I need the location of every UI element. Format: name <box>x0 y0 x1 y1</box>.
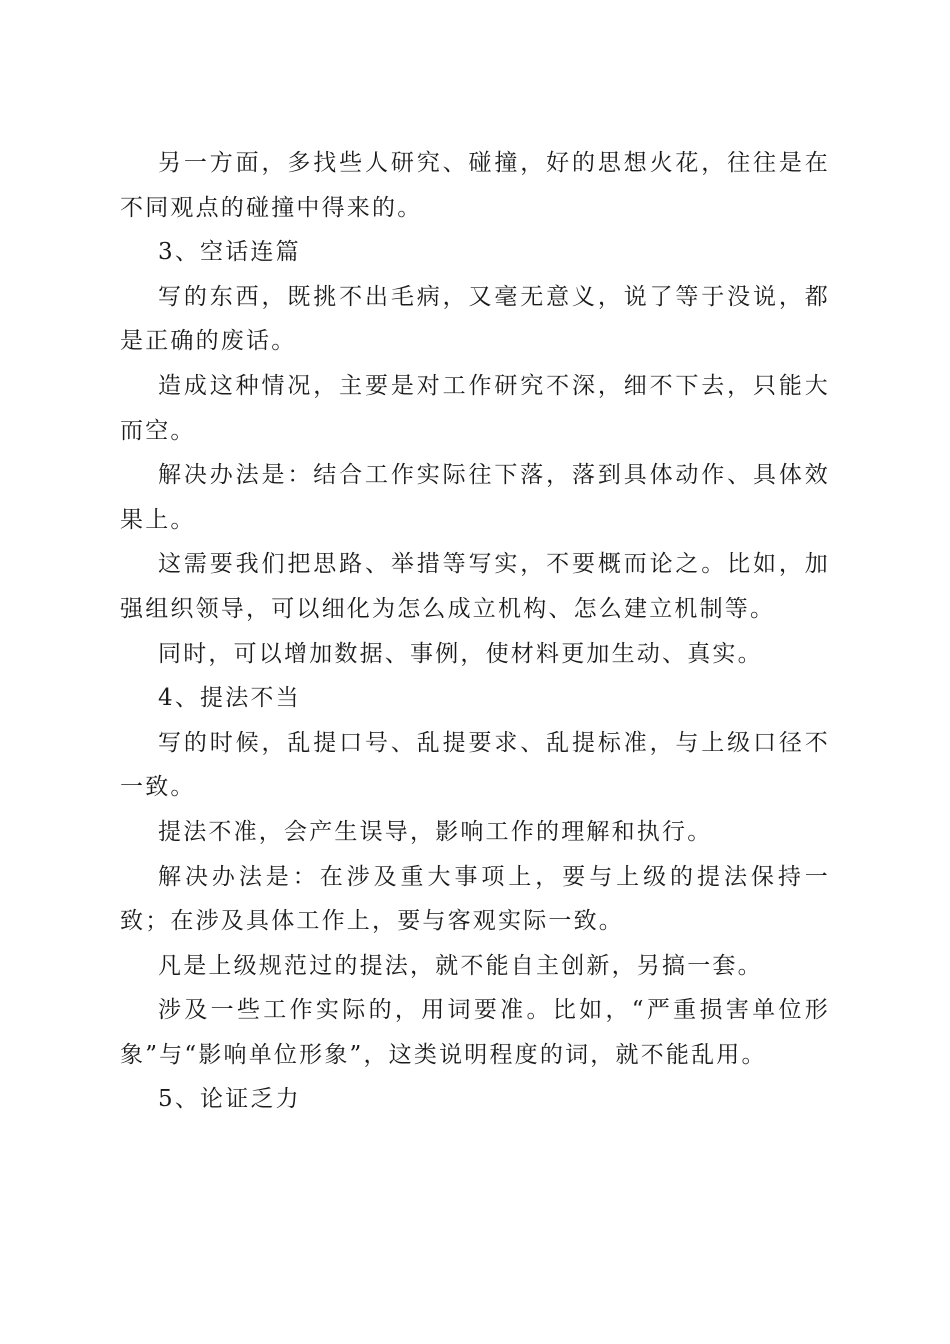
body-paragraph: 另一方面，多找些人研究、碰撞，好的思想火花，往往是在不同观点的碰撞中得来的。 <box>120 150 830 221</box>
body-paragraph: 写的东西，既挑不出毛病，又毫无意义，说了等于没说，都是正确的废话。 <box>120 283 830 355</box>
body-paragraph: 造成这种情况，主要是对工作研究不深，细不下去，只能大而空。 <box>120 372 830 444</box>
body-paragraph: 写的时候，乱提口号、乱提要求、乱提标准，与上级口径不一致。 <box>120 729 830 801</box>
body-paragraph: 解决办法是：在涉及重大事项上，要与上级的提法保持一致；在涉及具体工作上，要与客观实际一致。 <box>120 863 830 935</box>
section-heading: 3、空话连篇 <box>158 239 301 266</box>
body-paragraph: 这需要我们把思路、举措等写实，不要概而论之。比如，加强组织领导，可以细化为怎么成立机构、怎么建立机制等。 <box>120 551 830 622</box>
body-paragraph: 涉及一些工作实际的，用词要准。比如，“严重损害单位形象”与“影响单位形象”，这类说明程度的词，就不能乱用。 <box>120 997 830 1068</box>
section-heading: 4、提法不当 <box>158 685 301 712</box>
body-paragraph: 同时，可以增加数据、事例，使材料更加生动、真实。 <box>158 640 763 667</box>
section-heading: 5、论证乏力 <box>158 1086 301 1113</box>
body-paragraph: 提法不准，会产生误导，影响工作的理解和执行。 <box>158 818 713 845</box>
body-paragraph: 解决办法是：结合工作实际往下落，落到具体动作、具体效果上。 <box>120 462 830 533</box>
document-body <box>120 141 830 1122</box>
body-paragraph: 凡是上级规范过的提法，就不能自主创新，另搞一套。 <box>158 952 763 979</box>
